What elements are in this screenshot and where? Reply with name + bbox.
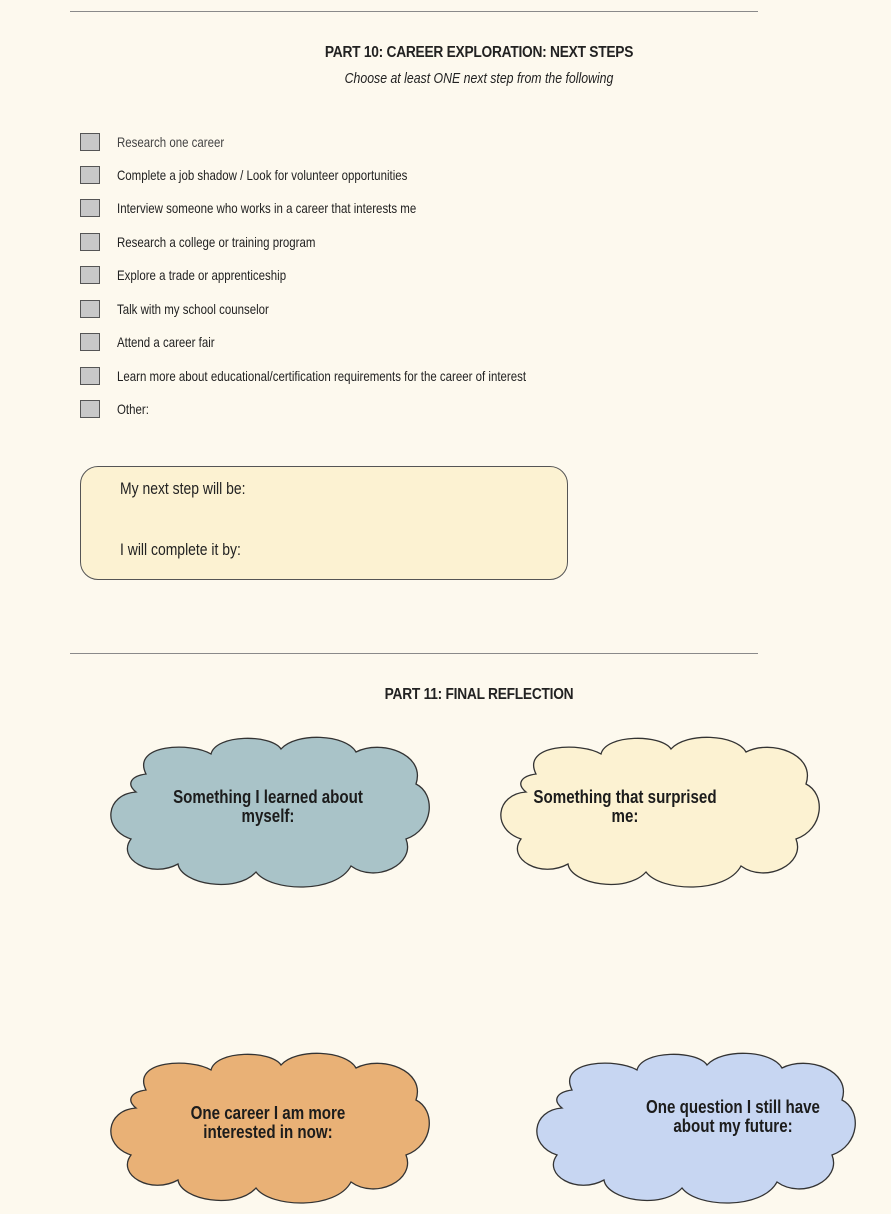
- part10-title: PART 10: CAREER EXPLORATION: NEXT STEPS: [324, 44, 634, 61]
- option-label: Talk with my school counselor: [117, 301, 269, 317]
- checkbox[interactable]: [80, 166, 100, 184]
- option-other[interactable]: [80, 398, 156, 420]
- cloud-text-line1: Something I learned about: [173, 787, 363, 807]
- checkbox[interactable]: [80, 266, 100, 284]
- cloud-text-line2: interested in now:: [203, 1122, 333, 1142]
- option-explore-trade[interactable]: [80, 264, 323, 286]
- checkbox[interactable]: [80, 400, 100, 418]
- complete-by-label[interactable]: I will complete it by:: [120, 540, 241, 559]
- option-career-fair[interactable]: [80, 331, 236, 353]
- checkbox[interactable]: [80, 233, 100, 251]
- top-divider: [70, 11, 758, 12]
- checkbox[interactable]: [80, 300, 100, 318]
- part10-subtitle: Choose at least ONE next step from the following: [344, 70, 614, 87]
- option-research-career[interactable]: [80, 131, 248, 153]
- option-label: Learn more about educational/certification requirements for the career of interest: [117, 368, 527, 384]
- checkbox[interactable]: [80, 133, 100, 151]
- option-label: Explore a trade or apprenticeship: [117, 267, 287, 283]
- cloud-question-future[interactable]: [532, 1050, 856, 1204]
- option-label: Other:: [117, 401, 149, 417]
- option-counselor[interactable]: [80, 298, 302, 320]
- cloud-text-line2: myself:: [241, 806, 295, 826]
- section-divider: [70, 653, 758, 654]
- option-label: Research one career: [117, 134, 225, 150]
- cloud-learned-about-myself[interactable]: [106, 734, 430, 888]
- next-step-label[interactable]: My next step will be:: [120, 479, 246, 498]
- cloud-text-line2: me:: [611, 806, 639, 826]
- option-job-shadow[interactable]: [80, 164, 471, 186]
- cloud-text-line2: about my future:: [673, 1116, 793, 1136]
- option-interview[interactable]: [80, 197, 482, 219]
- next-step-box: [80, 466, 568, 580]
- cloud-text-line1: Something that surprised: [533, 787, 717, 807]
- option-label: Complete a job shadow / Look for volunteer opportunities: [117, 167, 408, 183]
- option-research-college[interactable]: [80, 231, 359, 253]
- option-requirements[interactable]: [80, 365, 616, 387]
- checkbox[interactable]: [80, 367, 100, 385]
- part11-title: PART 11: FINAL REFLECTION: [384, 686, 574, 703]
- cloud-text-line1: One question I still have: [646, 1097, 820, 1117]
- cloud-surprised-me[interactable]: [496, 734, 820, 888]
- checkbox[interactable]: [80, 333, 100, 351]
- cloud-text-line1: One career I am more: [190, 1103, 346, 1123]
- option-label: Attend a career fair: [117, 334, 215, 350]
- checkbox[interactable]: [80, 199, 100, 217]
- option-label: Research a college or training program: [117, 234, 316, 250]
- option-label: Interview someone who works in a career that interests me: [117, 200, 417, 216]
- cloud-career-more-interested[interactable]: [106, 1050, 430, 1204]
